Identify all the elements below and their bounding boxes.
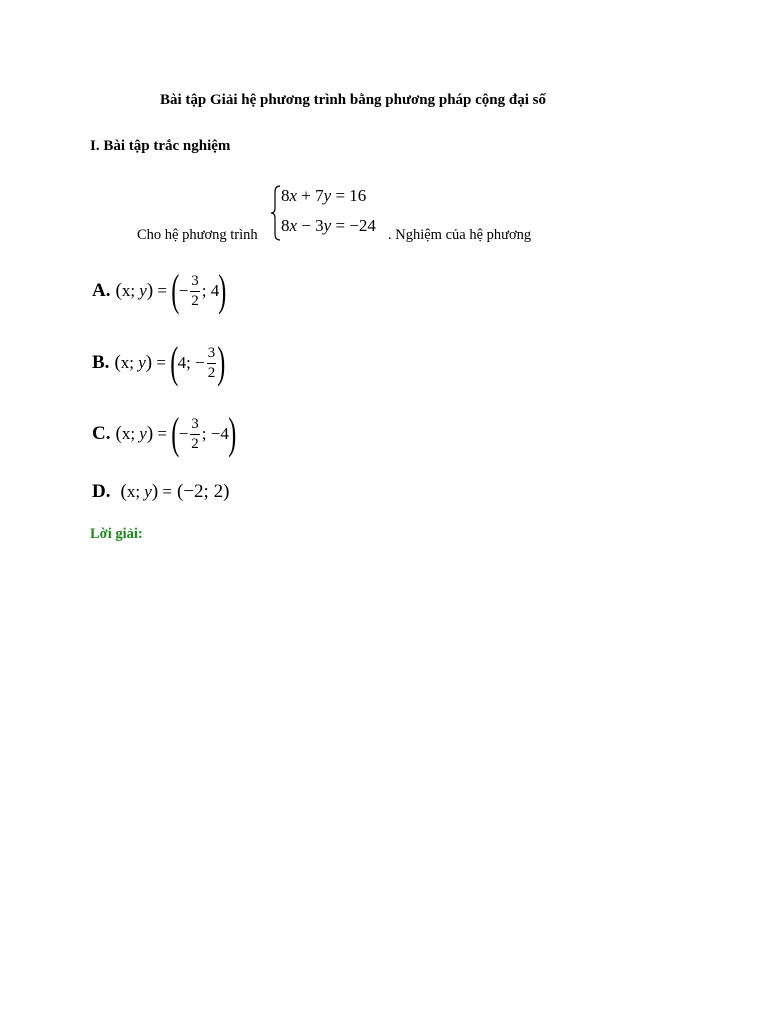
option-letter: D. (92, 481, 111, 502)
option-c: C. (x; y) = ( − $\frac{3}{2}$ ; −4 ) (92, 409, 237, 458)
option-b: B. (x; y) = ( 4; − $\frac{3}{2}$ ) (92, 338, 226, 387)
fraction: $\frac{3}{2}$ (207, 344, 216, 381)
option-letter: A. (92, 280, 111, 301)
equation-1: 8x + 7y = 16 (281, 186, 367, 205)
question-intro: Cho hệ phương trình (137, 227, 258, 243)
option-lhs: (x; y) = (120, 481, 173, 502)
option-letter: B. (92, 352, 110, 373)
solution-label: Lời giải: (90, 526, 143, 542)
option-lhs: (x; y) = (114, 352, 166, 373)
option-letter: C. (92, 423, 111, 444)
question-tail: . Nghiệm của hệ phương (388, 227, 532, 243)
option-a: A. (x; y) = ( − $\frac{3}{2}$ ; 4 ) (92, 266, 227, 315)
section-heading: I. Bài tập trắc nghiệm (90, 138, 231, 154)
fraction: $\frac{3}{2}$ (191, 272, 199, 309)
equation-2: 8x − 3y = −24 (281, 216, 376, 235)
option-lhs: (x; y) = (115, 280, 168, 301)
option-lhs: (x; y) = (115, 423, 168, 444)
option-d: D. (x; y) = (−2; 2) (92, 481, 230, 502)
page-title: Bài tập Giải hệ phương trình bằng phương pháp cộng đại số (160, 92, 546, 108)
fraction: $\frac{3}{2}$ (191, 415, 199, 452)
equation-system (270, 184, 390, 242)
